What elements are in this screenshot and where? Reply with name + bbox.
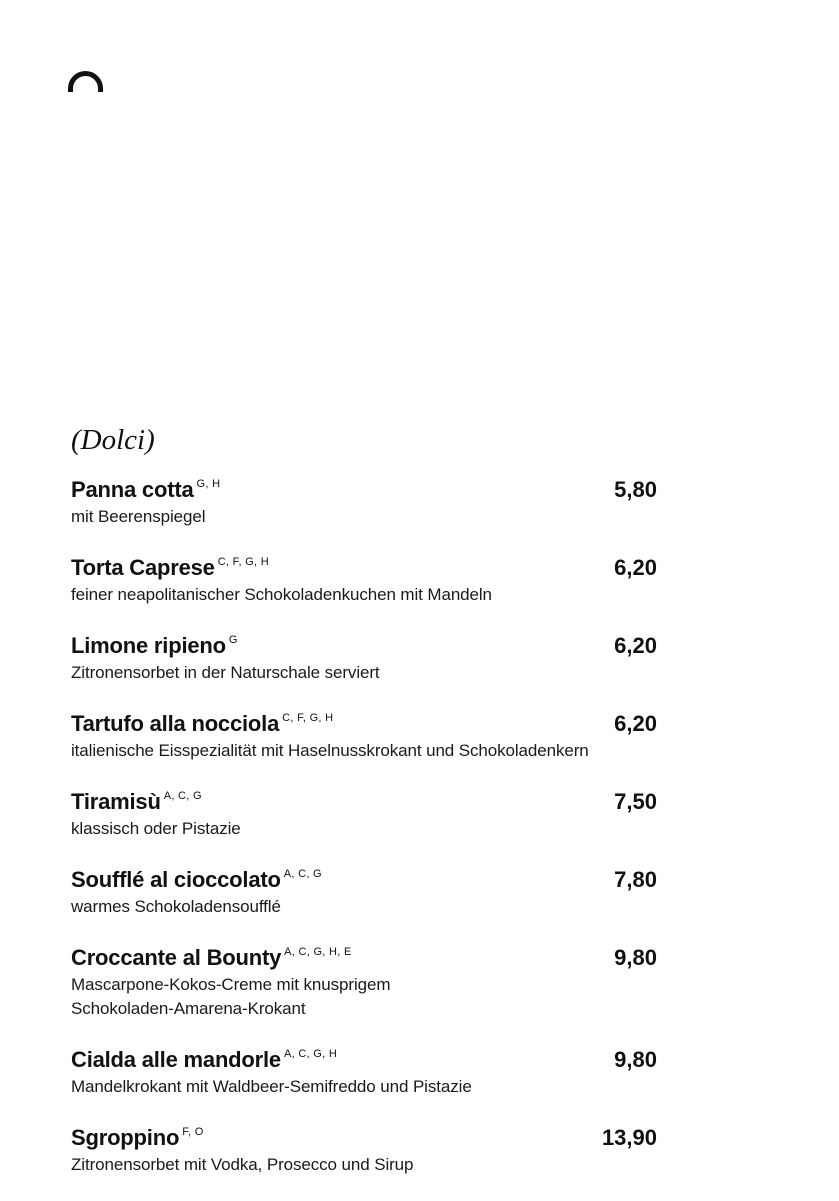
item-description: Mascarpone-Kokos-Creme mit knusprigem Schokoladen-Amarena-Krokant [71, 975, 391, 1018]
item-price: 6,20 [614, 711, 657, 736]
item-name: Soufflé al cioccolato $^{A, C, G}$ [71, 867, 322, 892]
arc-logo-icon [67, 70, 104, 92]
allergen-codes: A, C, G, H [283, 1048, 338, 1060]
item-description: italienische Eisspezialität mit Haselnusskrokant und Schokoladenkern [71, 741, 589, 760]
item-price: 13,90 [601, 1125, 657, 1150]
dessert-menu [71, 475, 657, 1201]
allergen-codes: A, C, G [163, 790, 202, 802]
allergen-codes: A, C, G [283, 868, 322, 880]
menu-item [71, 787, 657, 841]
menu-item [71, 943, 657, 1021]
allergen-codes: G, H [196, 478, 221, 490]
item-description: mit Beerenspiegel [71, 507, 206, 526]
item-price: 9,80 [614, 945, 657, 970]
item-price: 6,20 [614, 555, 657, 580]
item-price: 7,80 [614, 867, 657, 892]
menu-item [71, 709, 657, 763]
item-name: Sgroppino $^{F, O}$ [71, 1125, 204, 1150]
item-price: 6,20 [614, 633, 657, 658]
item-name: Tartufo alla nocciola $^{C, F, G, H}$ [71, 711, 334, 736]
item-name: Cialda alle mandorle $^{A, C, G, H}$ [71, 1047, 338, 1072]
menu-item [71, 475, 657, 529]
section-title: (Dolci) [71, 424, 155, 456]
item-description: feiner neapolitanischer Schokoladenkuchen mit Mandeln [71, 585, 492, 604]
item-name: Torta Caprese $^{C, F, G, H}$ [71, 555, 269, 580]
allergen-codes: A, C, G, H, E [284, 946, 352, 958]
menu-item [71, 631, 657, 685]
item-description: warmes Schokoladensoufflé [71, 897, 281, 916]
allergen-codes: G [228, 634, 238, 646]
item-description: Zitronensorbet mit Vodka, Prosecco und Sirup [71, 1155, 414, 1174]
item-description: Zitronensorbet in der Naturschale serviert [71, 663, 380, 682]
menu-item [71, 865, 657, 919]
allergen-codes: C, F, G, H [282, 712, 334, 724]
item-description: Mandelkrokant mit Waldbeer-Semifreddo und Pistazie [71, 1077, 472, 1096]
allergen-codes: C, F, G, H [217, 556, 269, 568]
item-price: 5,80 [614, 477, 657, 502]
item-price: 7,50 [614, 789, 657, 814]
item-name: Panna cotta $^{G, H}$ [71, 477, 221, 502]
menu-item [71, 1123, 657, 1177]
menu-item [71, 553, 657, 607]
allergen-codes: F, O [182, 1126, 204, 1138]
item-name: Limone ripieno $^G$ [71, 633, 238, 658]
item-name: Croccante al Bounty $^{A, C, G, H, E}$ [71, 945, 352, 970]
item-price: 9,80 [614, 1047, 657, 1072]
item-description: klassisch oder Pistazie [71, 819, 241, 838]
item-name: Tiramisù $^{A, C, G}$ [71, 789, 202, 814]
menu-item [71, 1045, 657, 1099]
